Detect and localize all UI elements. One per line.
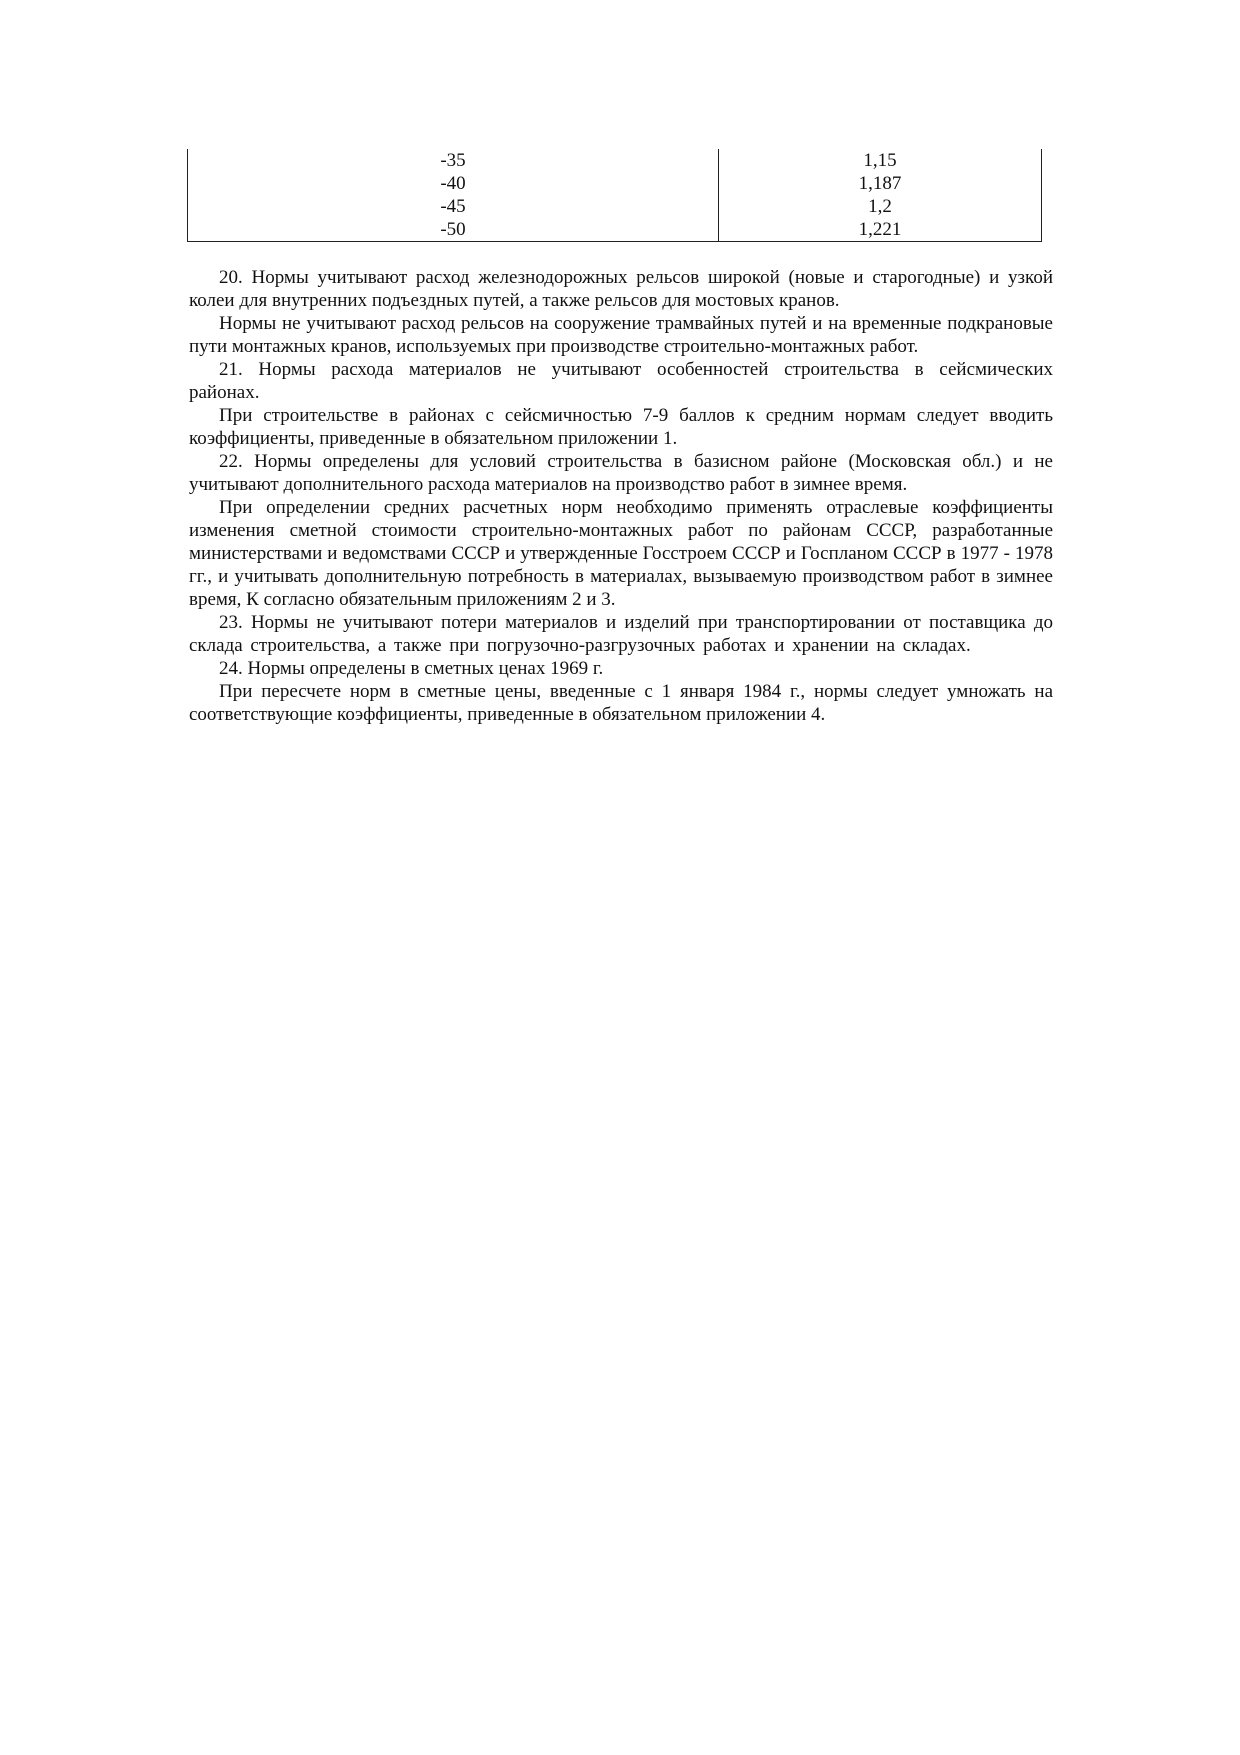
paragraph-21-note: При строительстве в районах с сейсмичностью 7-9 баллов к средним нормам следует вводить коэффициенты, приведенные в обязательном приложении 1. [189,405,1053,449]
temperature-cell: -50 [188,218,719,242]
coefficient-cell: 1,187 [719,172,1042,195]
paragraph-22-note: При определении средних расчетных норм необходимо применять отраслевые коэффициенты изменения сметной стоимости строительно-монтажных работ по районам СССР, разработанные министерствами и ведомствами СССР и утвержденные Госстроем СССР и Госпланом СССР в 1977 - 1978 гг., и учитывать дополнительную потребность в материалах, вызываемую производством работ в зимнее время, К согласно обязательным приложениям 2 и 3. [189,497,1053,610]
table-row [188,172,1042,195]
table-row [188,195,1042,218]
temperature-cell: -45 [188,195,719,218]
coefficient-cell: 1,15 [719,149,1042,172]
coefficient-cell: 1,221 [719,218,1042,242]
coefficient-table [187,149,1042,242]
temperature-cell: -40 [188,172,719,195]
body-text [189,266,1053,726]
table-row [188,218,1042,242]
coefficient-cell: 1,2 [719,195,1042,218]
temperature-cell: -35 [188,149,719,172]
paragraph-23: 23. Нормы не учитывают потери материалов и изделий при транспортировании от поставщика до склада строительства, а также при погрузочно-разгрузочных работах и хранении на складах. [189,612,1053,656]
table-row [188,149,1042,172]
paragraph-20: 20. Нормы учитывают расход железнодорожных рельсов широкой (новые и старогодные) и узкой колеи для внутренних подъездных путей, а также рельсов для мостовых кранов. [189,267,1053,311]
paragraph-22: 22. Нормы определены для условий строительства в базисном районе (Московская обл.) и не учитывают дополнительного расхода материалов на производство работ в зимнее время. [189,451,1053,495]
paragraph-24: 24. Нормы определены в сметных ценах 1969 г. [219,658,604,679]
paragraph-21: 21. Нормы расхода материалов не учитывают особенностей строительства в сейсмических районах. [189,359,1053,403]
paragraph-24-note: При пересчете норм в сметные цены, введенные с 1 января 1984 г., нормы следует умножать на соответствующие коэффициенты, приведенные в обязательном приложении 4. [189,681,1053,725]
paragraph-20-note: Нормы не учитывают расход рельсов на сооружение трамвайных путей и на временные подкрановые пути монтажных кранов, используемых при производстве строительно-монтажных работ. [189,313,1053,357]
